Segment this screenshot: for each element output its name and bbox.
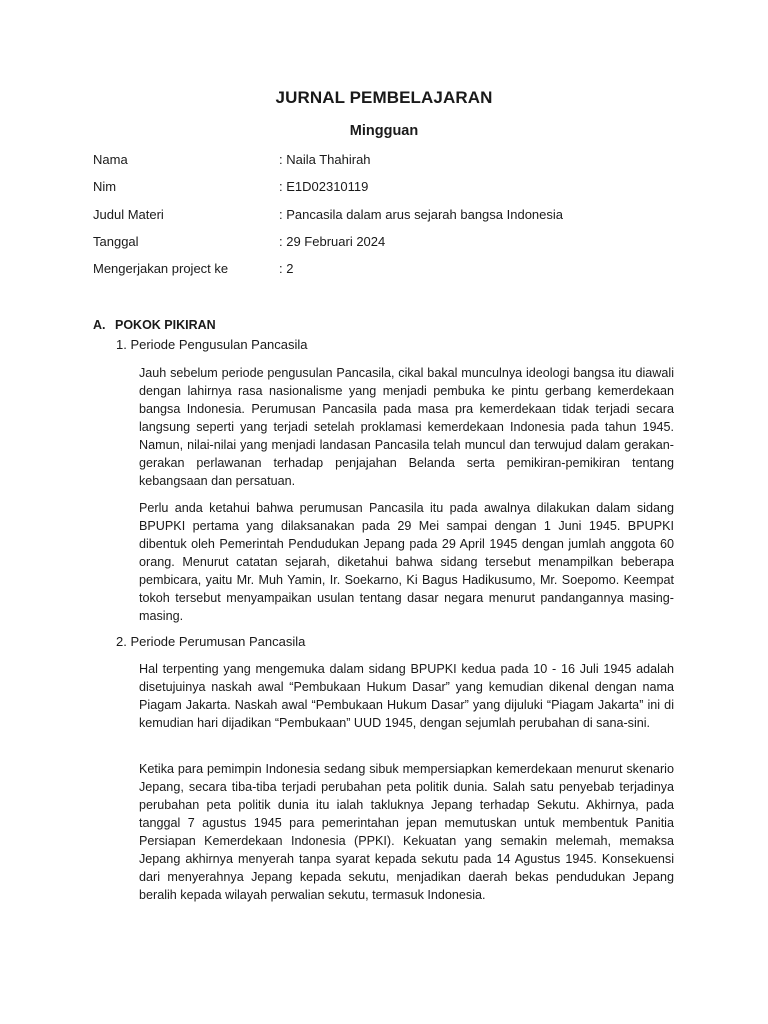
meta-value: : E1D02310119 [279,179,369,195]
meta-label: Nama [93,152,128,167]
section-heading-pokok-pikiran [93,318,216,332]
meta-label: Mengerjakan project ke [93,261,229,277]
paragraph: Hal terpenting yang mengemuka dalam sidang BPUPKI kedua pada 10 - 16 Juli 1945 adalah disetujuinya naskah awal “Pembukaan Hukum Dasar” yang kemudian dikenal dengan nama Piagam Jakarta. Naskah awal “Pembukaan Hukum Dasar” yang dijuluki “Piagam Jakarta” ini di kemudian hari dijadikan “Pembukaan” UUD 1945, dengan sejumlah perubahan di sana-sini. [139,662,674,730]
meta-row-nama [93,152,693,179]
paragraph: Jauh sebelum periode pengusulan Pancasila, cikal bakal munculnya ideologi bangsa itu diawali dengan lahirnya rasa nasionalisme yang menjadi pembuka ke pintu gerbang kemerdekaan bangsa Indonesia. Perumusan Pancasila pada masa pra kemerdekaan tidak terjadi secara langsung seperti yang terjadi setelah proklamasi kemerdekaan Indonesia pada tahun 1945. Namun, nilai-nilai yang menjadi landasan Pancasila telah muncul dan terwujud dalam gerakan-gerakan perlawanan terhadap penjajahan Belanda serta pemikiran-pemikiran tentang kebangsaan dan persatuan. [139,366,674,488]
section-title: POKOK PIKIRAN [115,318,216,332]
meta-label: Tanggal [93,233,139,249]
meta-row-judul-materi [93,207,693,234]
section-letter: A. [93,318,106,332]
page-subtitle: Mingguan [349,123,419,139]
meta-value: : Naila Thahirah [279,152,371,167]
paragraph: Ketika para pemimpin Indonesia sedang sibuk mempersiapkan kemerdekaan menurut skenario Jepang, secara tiba-tiba terjadi perubahan peta politik dunia. Salah satu penyebab terjadinya perubahan peta politik dunia itu ialah takluknya Jepang terhadap Sekutu. Akhirnya, pada tanggal 7 agustus 1945 para pemerintahan jepan memutuskan untuk membentuk Panitia Persiapan Kemerdekaan Indonesia (PPKI). Kekuatan yang semakin melemah, memaksa Jepang akhirnya menyerah tanpa syarat kepada sekutu pada 14 Agustus 1945. Konsekuensi dari menyerahnya Jepang kepada sekutu, menjadikan daerah bekas pendudukan Jepang beralih kepada wilayah perwalian sekutu, termasuk Indonesia. [139,762,674,902]
meta-row-project [93,261,693,288]
meta-value: : 29 Februari 2024 [279,233,386,249]
identity-table [93,152,693,288]
meta-row-nim [93,179,693,206]
page-title: JURNAL PEMBELAJARAN [275,88,493,107]
subsection-heading-1: 1. Periode Pengusulan Pancasila [116,337,308,352]
meta-value: : 2 [279,261,294,277]
paragraph: Perlu anda ketahui bahwa perumusan Pancasila itu pada awalnya dilakukan dalam sidang BPUPKI pertama yang dilaksanakan pada 29 Mei sampai dengan 1 Juni 1945. BPUPKI dibentuk oleh Pemerintah Pendudukan Jepang pada 29 April 1945 dengan jumlah anggota 60 orang. Menurut catatan sejarah, diketahui bahwa sidang tersebut menampilkan beberapa pembicara, yaitu Mr. Muh Yamin, Ir. Soekarno, Ki Bagus Hadikusumo, Mr. Soepomo. Keempat tokoh tersebut menyampaikan usulan tentang dasar negara menurut pandangannya masing-masing. [139,501,674,623]
meta-label: Judul Materi [93,206,164,222]
subsection-heading-2: 2. Periode Perumusan Pancasila [116,634,306,649]
meta-row-tanggal [93,234,693,261]
meta-label: Nim [93,179,117,195]
meta-value: : Pancasila dalam arus sejarah bangsa Indonesia [279,206,564,222]
